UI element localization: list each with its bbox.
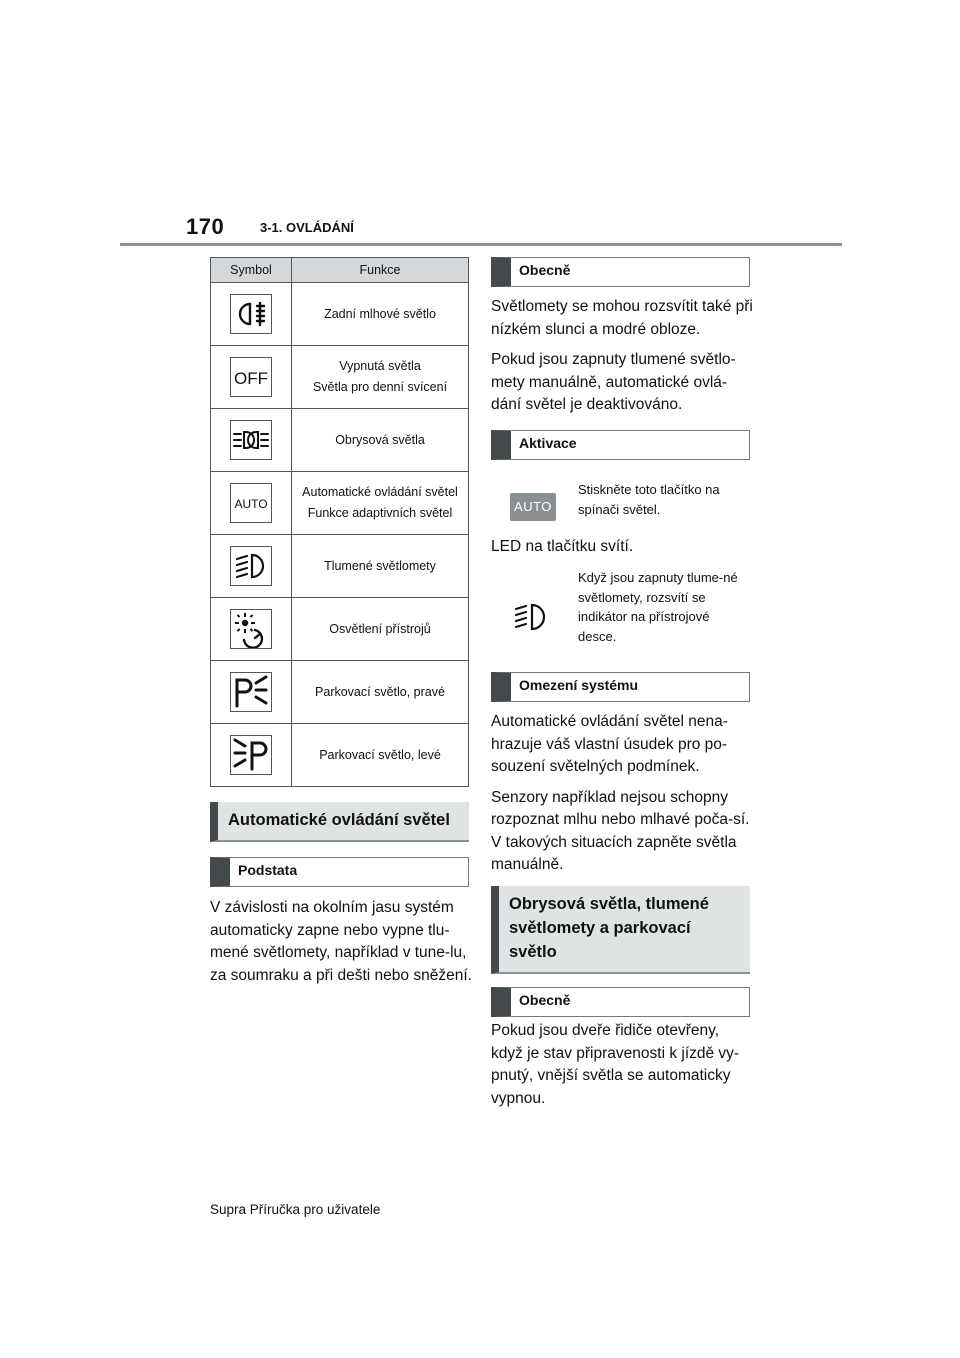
paragraph-omezeni: Automatické ovládání světel nena-hrazuje váš vlastní úsudek pro po-souzení světelných podmínek. Senzory například nejsou schopny rozpoznat mlhu nebo mlhavé poča-sí. V takových situacích zapněte světla manuálně. xyxy=(491,713,750,873)
section-heading-automatic-lighting: Automatické ovládání světel xyxy=(210,802,469,842)
auto-icon xyxy=(230,483,272,523)
symbol-table xyxy=(210,257,469,787)
side-lights-icon xyxy=(230,420,272,460)
table-row xyxy=(211,409,469,472)
paragraph-obecne: Světlomety se mohou rozsvítit také při nízkém slunci a modré obloze. Pokud jsou zapnuty tlumené světlo-mety manuálně, automatické ovlá-dání světel je deaktivováno. xyxy=(491,298,753,413)
table-row xyxy=(211,472,469,535)
low-beam-indicator-icon xyxy=(511,598,551,636)
function-label: Vypnutá světla xyxy=(339,359,421,374)
section-title: 3-1. OVLÁDÁNÍ xyxy=(260,220,354,235)
note-aktivace: Stiskněte toto tlačítko na spínači světel. xyxy=(578,482,720,517)
footer-text: Supra Příručka pro uživatele xyxy=(210,1202,381,1217)
table-row xyxy=(211,535,469,598)
rear-fog-light-icon xyxy=(230,294,272,334)
column-header-symbol: Symbol xyxy=(211,258,292,283)
note-low-beam: Když jsou zapnuty tlume-né světlomety, rozsvítí se indikátor na přístrojové desce. xyxy=(578,570,738,644)
instrument-lighting-icon xyxy=(230,609,272,649)
parking-light-left-icon xyxy=(230,735,272,775)
function-label: Funkce adaptivních světel xyxy=(307,506,453,520)
auto-icon-text: AUTO xyxy=(234,497,268,511)
table-row xyxy=(211,283,469,346)
table-row xyxy=(211,598,469,661)
function-label: Automatické ovládání světel xyxy=(302,485,458,500)
off-icon xyxy=(230,357,272,397)
function-label: Světla pro denní svícení xyxy=(312,380,448,394)
table-header-row xyxy=(211,258,469,283)
subheading-obecne: Obecně xyxy=(491,257,750,287)
header-divider xyxy=(120,243,842,246)
parking-light-right-icon xyxy=(230,672,272,712)
subheading-obecne-2: Obecně xyxy=(491,987,750,1017)
paragraph-obecne-2: Pokud jsou dveře řidiče otevřeny, když je stav připravenosti k jízdě vy-pnutý, vnější světla se automaticky vypnou. xyxy=(491,1022,740,1107)
paragraph-led: LED na tlačítku svítí. xyxy=(491,538,634,555)
function-label: Obrysová světla xyxy=(335,432,425,447)
section-heading-side-lights: Obrysová světla, tlumené světlomety a parkovací světlo xyxy=(491,886,750,974)
subheading-omezeni: Omezení systému xyxy=(491,672,750,702)
subheading-aktivace: Aktivace xyxy=(491,430,750,460)
function-label: Tlumené světlomety xyxy=(324,558,436,573)
paragraph-podstata: V závislosti na okolním jasu systém automaticky zapne nebo vypne tlu-mené světlomety, například v tune-lu, za soumraku a při dešti nebo sněžení. xyxy=(210,899,472,984)
page-number: 170 xyxy=(186,214,225,239)
auto-button-icon: AUTO xyxy=(510,493,556,521)
table-row xyxy=(211,346,469,409)
table-row xyxy=(211,724,469,787)
subheading-podstata: Podstata xyxy=(210,857,469,887)
function-label: Parkovací světlo, levé xyxy=(319,747,441,762)
column-header-function: Funkce xyxy=(292,258,469,283)
function-label: Osvětlení přístrojů xyxy=(329,621,431,636)
table-row xyxy=(211,661,469,724)
function-label: Zadní mlhové světlo xyxy=(324,306,436,321)
function-label: Parkovací světlo, pravé xyxy=(315,684,445,699)
off-icon-text: OFF xyxy=(234,369,268,388)
low-beam-icon xyxy=(230,546,272,586)
